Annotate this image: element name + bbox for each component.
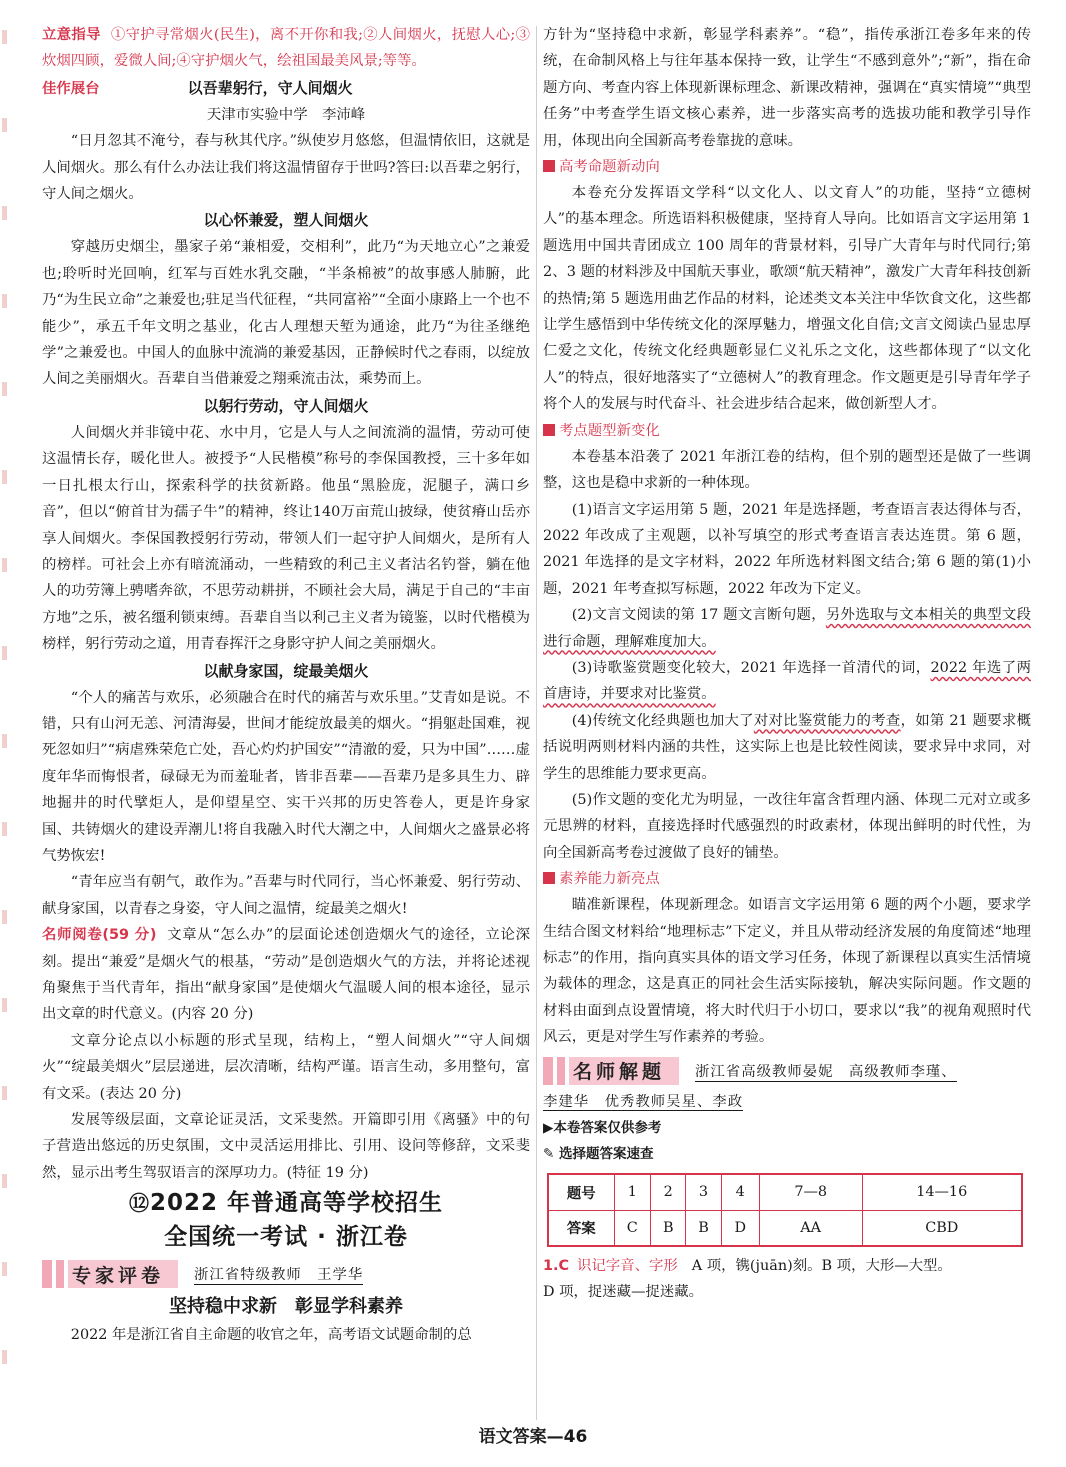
- essay-heading-3: 以献身家国，绽最美烟火: [203, 661, 369, 680]
- square-icon: [543, 160, 555, 172]
- exam-title-1: 2022 年普通高等学校招生: [149, 1190, 444, 1217]
- intent-label: 立意指导: [42, 27, 101, 43]
- table-cell: AA: [759, 1210, 862, 1246]
- answer-table: [547, 1173, 1023, 1247]
- section-head-trends-text: 高考命题新动向: [559, 159, 660, 176]
- table-cell: B: [686, 1210, 721, 1246]
- answer-1-text-2: D 项，捉迷藏—捉迷藏。: [543, 1284, 704, 1301]
- answer-1-tag: 识记字音、字形: [577, 1258, 678, 1275]
- showcase-label: 佳作展台: [42, 80, 100, 97]
- table-cell: D: [721, 1210, 759, 1246]
- review-label: 名师阅卷(59 分): [42, 927, 157, 944]
- table-cell: 3: [686, 1174, 721, 1210]
- answer-1: [543, 1253, 1031, 1279]
- section-head-trends: [543, 154, 1031, 180]
- page-footer: 语文答案—46: [478, 1427, 588, 1447]
- table-header-number: 题号: [548, 1174, 614, 1210]
- solve-banner: [543, 1055, 1031, 1087]
- essay-paragraph-3: “个人的痛苦与欢乐，必须融合在时代的痛苦与欢乐里。”艾青如是说。不错，只有山河无恙、河清海晏，世间才能绽放最美的烟火。“捐躯赴国难，视死忽如归”“病虐殊荣危亡处，吾心灼灼护国安”“清澈的爱，只为中国”……虚度年华而悔恨者，碌碌无为而羞耻者，皆非吾辈——吾辈乃是多具生力、辟地掘井的时代擘炬人，是仰望星空、实干兴邦的历史答卷人，更是许身家国、共铸烟火的建设弄潮儿!将自我融入时代大潮之中，人间烟火之盛景必将气势恢宏!: [42, 689, 530, 864]
- solve-authors-line-2: [543, 1089, 1031, 1115]
- trends-paragraph: 本卷充分发挥语文学科“以文化人、以文育人”的功能，坚持“立德树人”的基本理念。所选语料积极健康，坚持育人导向。比如语言文字运用第 1 题选用中国共青团成立 100 周年的背景材料，引导广大青年与时代同行;第 2、3 题的材料涉及中国航天事业，歌颂“航天精神”，激发广大青年科技创新的热情;第 5 题选用曲艺作品的材料，论述类文本关注中华饮食文化，这些都让学生感悟到中华传统文化的深厚魅力，增强文化自信;文言文阅读凸显忠厚仁爱之文化，传统文化经典题彰显仁义礼乐之文化，这些都体现了“以文化人”的特点，很好地落实了“立德树人”的教育理念。作文题更是引导青年学子将个人的发展与时代奋斗、社会进步结合起来，做创新型人才。: [543, 185, 1031, 413]
- essay-author: 天津市实验中学 李沛峰: [206, 107, 366, 124]
- solve-banner-tag: [543, 1057, 679, 1085]
- highlights-paragraph: 瞄准新课程，体现新理念。如语言文字运用第 6 题的两个小题，要求学生结合图文材料给“地理标志”下定义，并且从带动经济发展的角度简述“地理标志”的作用，指向真实具体的语文学习任务，体现了新课程以真实生活情境为载体的理念，这是真正的同社会生活实际接轨，解决实际问题。作文题的材料由面到点设置情境，将大时代归于小切口，要求以“我”的视角观照时代风云，更是对学生写作素养的考验。: [543, 897, 1031, 1046]
- essay-heading-1: 以心怀兼爱，塑人间烟火: [203, 211, 369, 230]
- square-icon: [543, 424, 555, 436]
- section-head-highlights-text: 素养能力新亮点: [559, 871, 660, 888]
- solve-banner-text: 名师解题: [573, 1061, 666, 1084]
- exam-number: ⑫: [128, 1191, 150, 1216]
- expert-review-banner: [42, 1258, 530, 1290]
- section-head-changes: [543, 418, 1031, 444]
- showcase-line: [42, 75, 530, 102]
- square-icon: [543, 872, 555, 884]
- table-cell: 7—8: [759, 1174, 862, 1210]
- right-column: [543, 22, 1031, 1306]
- change-item-2a: (2)文言文阅读的第 17 题文言断句题，: [571, 607, 826, 624]
- section-head-changes-text: 考点题型新变化: [559, 422, 660, 439]
- solve-authors-1: 浙江省高级教师晏妮 高级教师李瑾、: [695, 1060, 957, 1082]
- table-header-answer: 答案: [548, 1210, 614, 1246]
- review-paragraph-1: [42, 922, 530, 1028]
- essay-heading-2: 以躬行劳动，守人间烟火: [203, 396, 369, 415]
- pencil-icon: ✎: [543, 1146, 555, 1163]
- essay-title: 以吾辈躬行，守人间烟火: [187, 78, 353, 97]
- change-item-3b: 2022 年选了两首唐诗，并要求对比鉴赏。: [543, 659, 1031, 703]
- change-item-4a: (4)传统文化经典题也加大了: [571, 712, 754, 729]
- binding-edge-marks: [2, 30, 10, 1430]
- review-paragraph-3: 发展等级层面，文章论证灵活，文采斐然。开篇即引用《离骚》中的句子营造出悠远的历史氛围，文中灵活运用排比、引用、设问等修辞，文采斐然，显示出考生驾驭语言的深厚功力。(特征 19 分): [42, 1112, 530, 1181]
- solve-authors-2: 李建华 优秀教师吴星、李政: [543, 1093, 744, 1110]
- expert-paragraph: 2022 年是浙江省自主命题的收官之年，高考语文试题命制的总: [70, 1327, 472, 1344]
- change-item-2b: 另外选取与文本相关的典型文段进行命题，理解难度加大。: [543, 607, 1031, 650]
- exam-title-2: 全国统一考试 · 浙江卷: [164, 1224, 408, 1251]
- change-item-3a: (3)诗歌鉴赏题变化较大，2021 年选择一首清代的词，: [571, 659, 931, 676]
- change-item-2: [543, 602, 1031, 655]
- essay-paragraph-2: 人间烟火并非镜中花、水中月，它是人与人之间流淌的温情，劳动可使这温情长存，暖化世人。被授予“人民楷模”称号的李保国教授，三十多年如一日扎根太行山，探索科学的扶贫新路。他虽“黑脸庞，泥腿子，满口乡音”，但以“俯首甘为孺子牛”的精神，终让140万亩荒山披绿，使贫瘠山岳亦享人间烟火。李保国教授躬行劳动，带领人们一起守护人间烟火，是所有人的榜样。可社会上亦有暗流涌动，一些精致的利己主义者沽名钓誉，躺在他人的功劳簿上骋嗜奔欲，不思劳动耕拼，不顾社会大局，满足于自己的“丰亩方地”之乐，被名缰利锁束缚。吾辈自当以利己主义者为镜鉴，以时代楷模为榜样，躬行劳动之道，用青春挥汗之身影守护人间之美丽烟火。: [42, 424, 530, 653]
- table-cell: 14—16: [862, 1174, 1022, 1210]
- expert-banner-text: 专家评卷: [72, 1264, 165, 1287]
- essay-intro: “日月忽其不淹兮，春与秋其代序。”纵使岁月悠悠，但温情依旧，这就是人间烟火。那么有什么办法让我们将这温情留存于世吗?答曰:以吾辈之躬行，守人间之烟火。: [42, 133, 530, 203]
- change-item-4c: ，如第 21 题要求概括说明两则材料内涵的共性，这实际上也是比较性阅读，要求异中求同，对学生的思维能力要求更高。: [543, 712, 1031, 782]
- exam-title-line-1: [42, 1186, 530, 1220]
- expert-title: 坚持稳中求新 彰显学科素养: [169, 1296, 403, 1318]
- table-cell: C: [614, 1210, 651, 1246]
- table-cell: B: [651, 1210, 686, 1246]
- changes-paragraph: 本卷基本沿袭了 2021 年浙江卷的结构，但个别的题型还是做了一些调整，这也是稳中求新的一种体现。: [543, 448, 1031, 492]
- expert-banner-tag: [42, 1260, 178, 1288]
- intent-text: ①守护寻常烟火(民生)，离不开你和我;②人间烟火，抚慰人心;③炊烟四顾，爱微人间;④守护烟火气，绘祖国最美风景;等等。: [42, 27, 530, 70]
- change-item-3: [543, 655, 1031, 708]
- essay-paragraph-4: “青年应当有朝气，敢作为。”吾辈与时代同行，当心怀兼爱、躬行劳动、献身家国，以青春之身姿，守人间之温情，绽最美之烟火!: [42, 874, 530, 917]
- change-item-1: (1)语言文字运用第 5 题，2021 年是选择题，考查语言表达得体与否，2022 年改成了主观题，以补写填空的形式考查语言表达连贯。第 6 题，2021 年选择的是文字材料，2022 年所选材料图文结合;第 6 题的第(1)小题，2021 年考查拟写标题，2022 年改为下定义。: [543, 501, 1031, 597]
- change-item-5: (5)作文题的变化尤为明显，一改往年富含哲理内涵、体现二元对立或多元思辨的材料，直接选择时代感强烈的时政素材，体现出鲜明的时代性，为向全国新高考卷过渡做了良好的铺垫。: [543, 791, 1031, 861]
- quick-answer-head-text: 选择题答案速查: [559, 1146, 654, 1163]
- table-cell: 2: [651, 1174, 686, 1210]
- review-text-1: 文章从“怎么办”的层面论述创造烟火气的途径，立论深刻。提出“兼爱”是烟火气的根基，“劳动”是创造烟火气的方法，并将论述视角聚焦于当代青年，指出“献身家国”是使烟火气温暖人间的根本途径，显示出文章的时代意义。(内容 20 分): [42, 927, 530, 1023]
- reference-note: ▶本卷答案仅供参考: [543, 1120, 662, 1137]
- intent-guide: [42, 22, 530, 75]
- column-divider: [536, 26, 537, 1420]
- answer-1-text: A 项，镌(juān)刻。B 项，大形—大型。: [691, 1258, 952, 1275]
- policy-paragraph: 方针为“坚持稳中求新，彰显学科素养”。“稳”，指传承浙江卷多年来的传统，在命制风格上与往年基本保持一致，让学生“不感到意外”;“新”，指在命题方向、考查内容上体现新课标理念、新课改精神，强调在“真实情境”“典型任务”中考查学生语文核心素养，进一步落实高考的选拔功能和教学引导作用，体现出向全国新高考卷靠拢的意味。: [543, 27, 1031, 149]
- table-row: [548, 1210, 1022, 1246]
- quick-answer-head: [543, 1141, 1031, 1167]
- review-paragraph-2: 文章分论点以小标题的形式呈现，结构上，“塑人间烟火”“守人间烟火”“绽最美烟火”层层递进，层次清晰，结构严谨。语言生动，多用整句，富有文采。(表达 20 分): [42, 1032, 530, 1102]
- expert-author: 浙江省特级教师 王学华: [194, 1263, 363, 1285]
- table-cell: 1: [614, 1174, 651, 1210]
- table-row: [548, 1174, 1022, 1210]
- answer-1-number: 1.C: [543, 1258, 570, 1275]
- table-cell: CBD: [862, 1210, 1022, 1246]
- left-column: [42, 22, 530, 1349]
- change-item-4: [543, 708, 1031, 787]
- essay-paragraph-1: 穿越历史烟尘，墨家子弟“兼相爱，交相利”，此乃“为天地立心”之兼爱也;聆听时光回响，红军与百姓水乳交融，“半条棉被”的故事感人肺腑，此乃“为生民立命”之兼爱也;驻足当代征程，“共同富裕”“全面小康路上一个也不能少”，承五千年文明之基业，化古人理想天堑为通途，此乃“为往圣继绝学”之兼爱也。中国人的血脉中流淌的兼爱基因，正静候时代之春雨，以绽放人间之美丽烟火。吾辈自当借兼爱之翔乘流击汰，乘势而上。: [42, 239, 530, 388]
- section-head-highlights: [543, 866, 1031, 892]
- change-item-4b: 对对比鉴赏能力的考查: [753, 712, 901, 729]
- table-cell: 4: [721, 1174, 759, 1210]
